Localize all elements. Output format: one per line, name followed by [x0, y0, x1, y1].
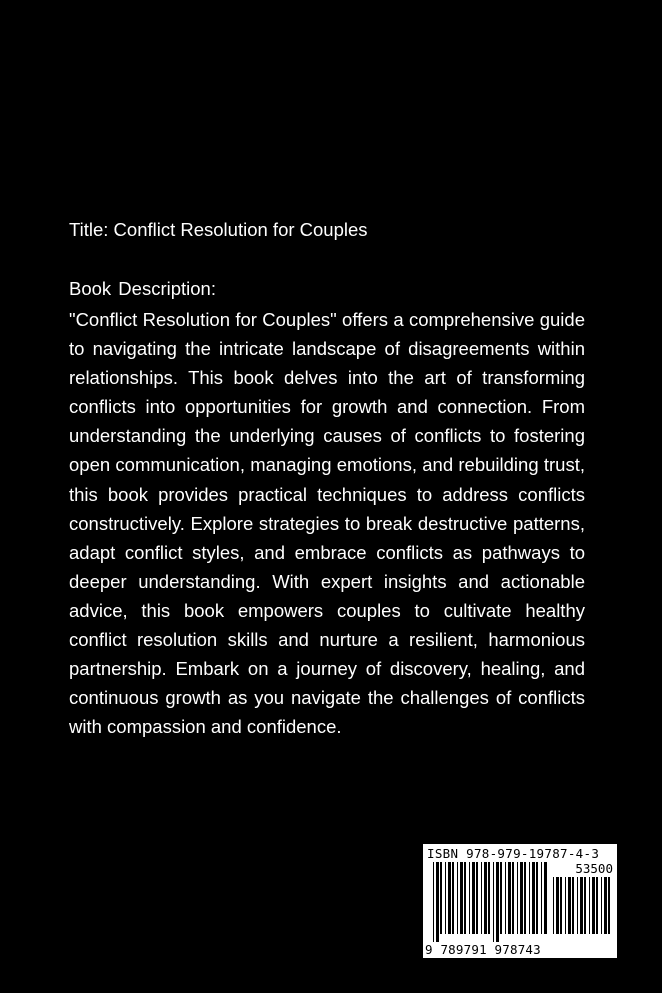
barcode-bar	[601, 877, 602, 934]
barcode-bar	[608, 877, 610, 934]
barcode-bar	[544, 862, 547, 934]
barcode-bar	[517, 862, 518, 934]
isbn-label: ISBN 978-979-19787-4-3	[427, 846, 600, 861]
barcode-bar	[469, 862, 470, 934]
barcode-bar	[556, 877, 559, 934]
barcode-bar	[496, 862, 499, 942]
barcode-bar	[520, 862, 523, 934]
price-code: 53500	[575, 861, 613, 876]
barcode-bar	[536, 862, 538, 934]
barcode-bar	[460, 862, 463, 934]
barcode-bar	[529, 862, 530, 934]
barcode-bar	[580, 877, 583, 934]
barcode-bar	[493, 862, 494, 942]
barcode-bar	[568, 877, 571, 934]
barcode-bar	[472, 862, 475, 934]
barcode-bar	[604, 877, 607, 934]
barcode-bar	[436, 862, 439, 942]
barcode-bar	[532, 862, 535, 934]
barcode-bar	[452, 862, 454, 934]
barcode-bar	[484, 862, 487, 934]
barcode-bar	[592, 877, 595, 934]
barcode-bar	[596, 877, 598, 934]
barcode-bar	[488, 862, 490, 934]
book-title-line: Title: Conflict Resolution for Couples	[69, 219, 368, 240]
barcode-bar	[524, 862, 526, 934]
barcode-bar	[553, 877, 554, 934]
ean-digits: 9 789791 978743	[425, 942, 541, 957]
description-body: "Conflict Resolution for Couples" offers a comprehensive guide to navigating the intricate landscape of disagreements within relationships. This book delves into the art of transforming conflicts into opportunities for growth and connection. From understanding the underlying causes of conflicts to fostering open communication, managing emotions, and rebuilding trust, this book provides practical techniques to address conflicts constructively. Explore strategies to break destructive patterns, adapt conflict styles, and embrace conflicts as pathways to deeper understanding. With expert insights and actionable advice, this book empowers couples to cultivate healthy conflict resolution skills and nurture a resilient, harmonious partnership. Embark on a journey of discovery, healing, and continuous growth as you navigate the challenges of conflicts with compassion and confidence.	[69, 309, 585, 738]
barcode-bar	[541, 862, 542, 934]
isbn-barcode	[423, 844, 617, 958]
barcode-bar	[572, 877, 574, 934]
barcode-bar	[577, 877, 578, 934]
barcode-bar	[508, 862, 511, 934]
description-label: Book Description:	[69, 278, 216, 299]
barcode-bar	[512, 862, 514, 934]
barcode-bar	[448, 862, 451, 934]
barcode-bar	[464, 862, 466, 934]
barcode-bar	[505, 862, 506, 934]
barcode-bar	[481, 862, 482, 934]
barcode-bar	[560, 877, 562, 934]
barcode-bar	[476, 862, 478, 934]
ean-bars	[433, 862, 549, 942]
barcode-bar	[433, 862, 434, 942]
addon-bars	[553, 877, 611, 942]
barcode-bar	[565, 877, 566, 934]
barcode-bar	[589, 877, 590, 934]
barcode-bar	[584, 877, 586, 934]
barcode-bar	[500, 862, 502, 934]
barcode-bar	[440, 862, 442, 934]
barcode-bar	[457, 862, 458, 934]
barcode-bar	[445, 862, 446, 934]
